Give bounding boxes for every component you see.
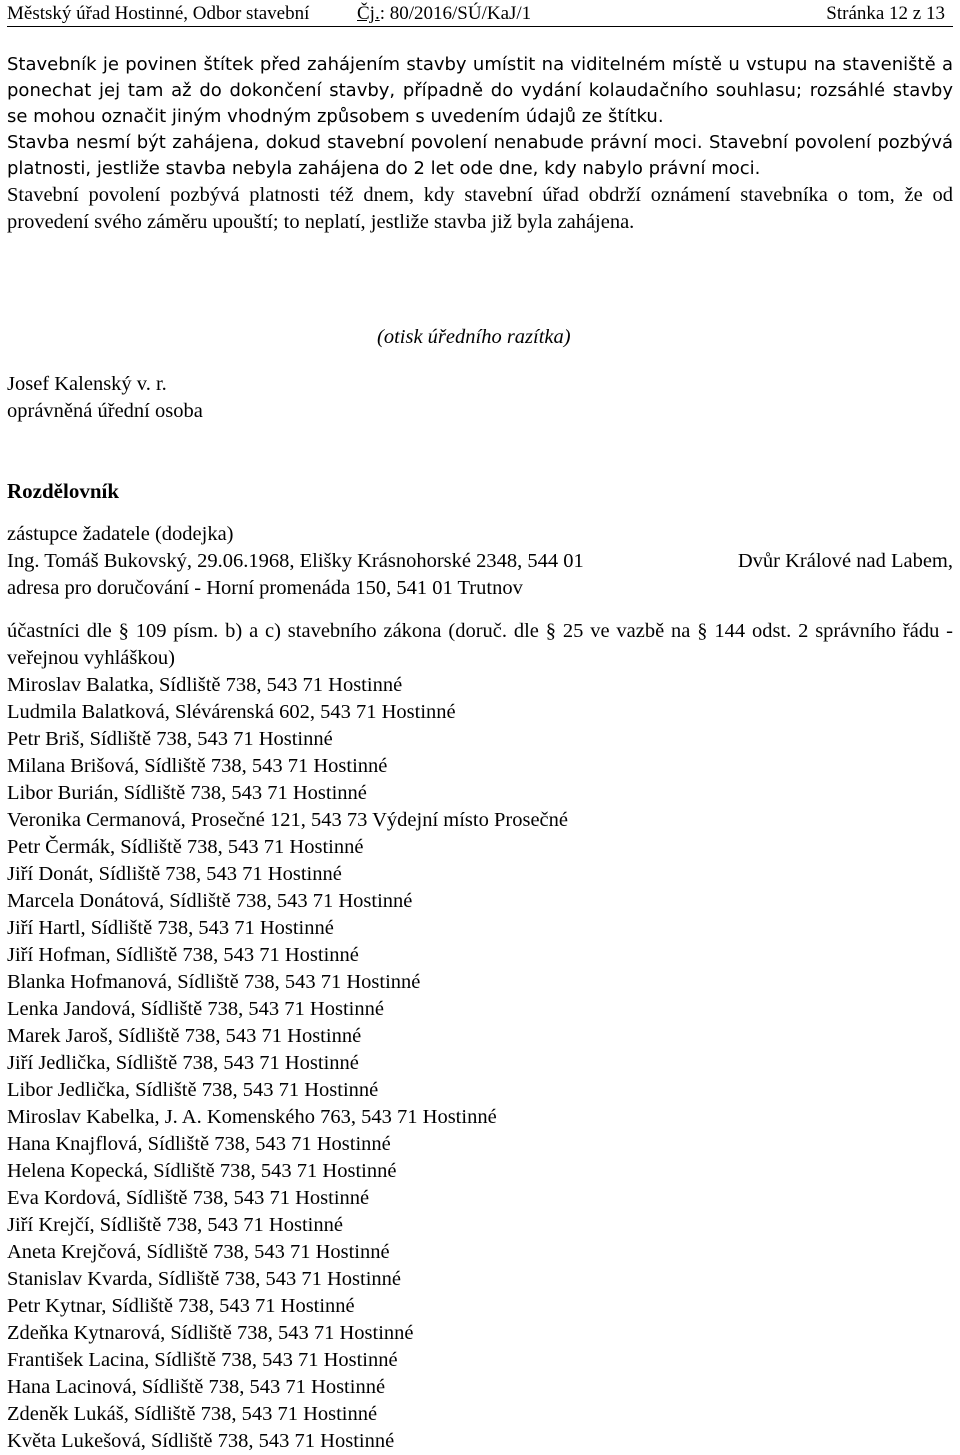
participant-item: Miroslav Balatka, Sídliště 738, 543 71 Hostinné	[7, 674, 403, 696]
participant-item: Petr Čermák, Sídliště 738, 543 71 Hostinné	[7, 836, 364, 858]
participant-item: Ludmila Balatková, Slévárenská 602, 543 71 Hostinné	[7, 701, 456, 723]
participant-list	[7, 672, 953, 1455]
paragraph-permit-validity: Stavba nesmí být zahájena, dokud stavební povolení nenabude právní moci. Stavební povolení pozbývá platnosti, jestliže stavba nebyla zahájena do 2 let ode dne, kdy nabylo právní moci.	[7, 132, 953, 179]
participant-item: Helena Kopecká, Sídliště 738, 543 71 Hostinné	[7, 1160, 397, 1182]
applicant-address-line	[7, 548, 953, 575]
participant-item: Květa Lukešová, Sídliště 738, 543 71 Hostinné	[7, 1430, 395, 1452]
participant-item: Veronika Cermanová, Prosečné 121, 543 73 Výdejní místo Prosečné	[7, 809, 568, 831]
participant-item: František Lacina, Sídliště 738, 543 71 Hostinné	[7, 1349, 398, 1371]
participants-intro: účastníci dle § 109 písm. b) a c) stavebního zákona (doruč. dle § 25 ve vazbě na § 144 odst. 2 správního řádu - veřejnou vyhláškou)	[7, 620, 953, 669]
signature-block	[7, 371, 203, 425]
participant-item: Aneta Krejčová, Sídliště 738, 543 71 Hostinné	[7, 1241, 390, 1263]
participant-item: Petr Briš, Sídliště 738, 543 71 Hostinné	[7, 728, 333, 750]
participant-item: Eva Kordová, Sídliště 738, 543 71 Hostinné	[7, 1187, 370, 1209]
participant-item: Stanislav Kvarda, Sídliště 738, 543 71 Hostinné	[7, 1268, 402, 1290]
participant-item: Jiří Hartl, Sídliště 738, 543 71 Hostinné	[7, 917, 334, 939]
participant-item: Jiří Krejčí, Sídliště 738, 543 71 Hostinné	[7, 1214, 343, 1236]
official-stamp-note: (otisk úředního razítka)	[377, 326, 571, 348]
participant-item: Zdeněk Lukáš, Sídliště 738, 543 71 Hostinné	[7, 1403, 378, 1425]
participant-item: Marcela Donátová, Sídliště 738, 543 71 Hostinné	[7, 890, 413, 912]
distribution-list	[7, 478, 953, 1455]
paragraph-site-sign: Stavebník je povinen štítek před zahájením stavby umístit na viditelném místě u vstupu na staveniště a ponechat jej tam až do dokončení stavby, případně do vydání kolaudačního souhlasu; rozsáhlé stavby se mohou označit jiným vhodným způsobem s uvedením údajů ze štítku.	[7, 54, 953, 127]
participant-item: Jiří Jedlička, Sídliště 738, 543 71 Hostinné	[7, 1052, 359, 1074]
decision-body	[7, 52, 953, 236]
reference-value: : 80/2016/SÚ/KaJ/1	[379, 3, 532, 24]
reference-prefix: Čj.	[357, 3, 380, 24]
participant-item: Petr Kytnar, Sídliště 738, 543 71 Hostinné	[7, 1295, 355, 1317]
paragraph-permit-expiry: Stavební povolení pozbývá platnosti též dnem, kdy stavební úřad obdrží oznámení stavebníka o tom, že od provedení svého záměru upouští; to neplatí, jestliže stavba již byla zahájena.	[7, 184, 953, 233]
participant-item: Lenka Jandová, Sídliště 738, 543 71 Hostinné	[7, 998, 384, 1020]
applicant-delivery-address: adresa pro doručování - Horní promenáda 150, 541 01 Trutnov	[7, 577, 523, 599]
participant-item: Miroslav Kabelka, J. A. Komenského 763, 543 71 Hostinné	[7, 1106, 497, 1128]
header-divider	[7, 26, 953, 27]
participant-item: Marek Jaroš, Sídliště 738, 543 71 Hostinné	[7, 1025, 362, 1047]
participant-item: Libor Burián, Sídliště 738, 543 71 Hostinné	[7, 782, 367, 804]
participant-item: Milana Brišová, Sídliště 738, 543 71 Hostinné	[7, 755, 388, 777]
page-indicator: Stránka 12 z 13	[826, 3, 945, 24]
participant-item: Hana Lacinová, Sídliště 738, 543 71 Hostinné	[7, 1376, 386, 1398]
office-name: Městský úřad Hostinné, Odbor stavební	[7, 3, 310, 24]
page-header	[7, 2, 953, 28]
participants-section	[7, 618, 953, 1455]
signatory-role: oprávněná úřední osoba	[7, 400, 203, 422]
participant-item: Jiří Donát, Sídliště 738, 543 71 Hostinné	[7, 863, 342, 885]
participant-item: Zdeňka Kytnarová, Sídliště 738, 543 71 Hostinné	[7, 1322, 414, 1344]
applicant-city: Dvůr Králové nad Labem,	[737, 550, 953, 572]
applicant-rep-label: zástupce žadatele (dodejka)	[7, 523, 234, 545]
participant-item: Blanka Hofmanová, Sídliště 738, 543 71 Hostinné	[7, 971, 421, 993]
participant-item: Libor Jedlička, Sídliště 738, 543 71 Hostinné	[7, 1079, 379, 1101]
distribution-heading: Rozdělovník	[7, 479, 120, 503]
signatory-name: Josef Kalenský v. r.	[7, 373, 167, 395]
participant-item: Jiří Hofman, Sídliště 738, 543 71 Hostinné	[7, 944, 359, 966]
participant-item: Hana Knajflová, Sídliště 738, 543 71 Hostinné	[7, 1133, 391, 1155]
applicant-name-address: Ing. Tomáš Bukovský, 29.06.1968, Elišky Krásnohorské 2348, 544 01	[7, 550, 584, 572]
reference-number	[357, 2, 531, 26]
